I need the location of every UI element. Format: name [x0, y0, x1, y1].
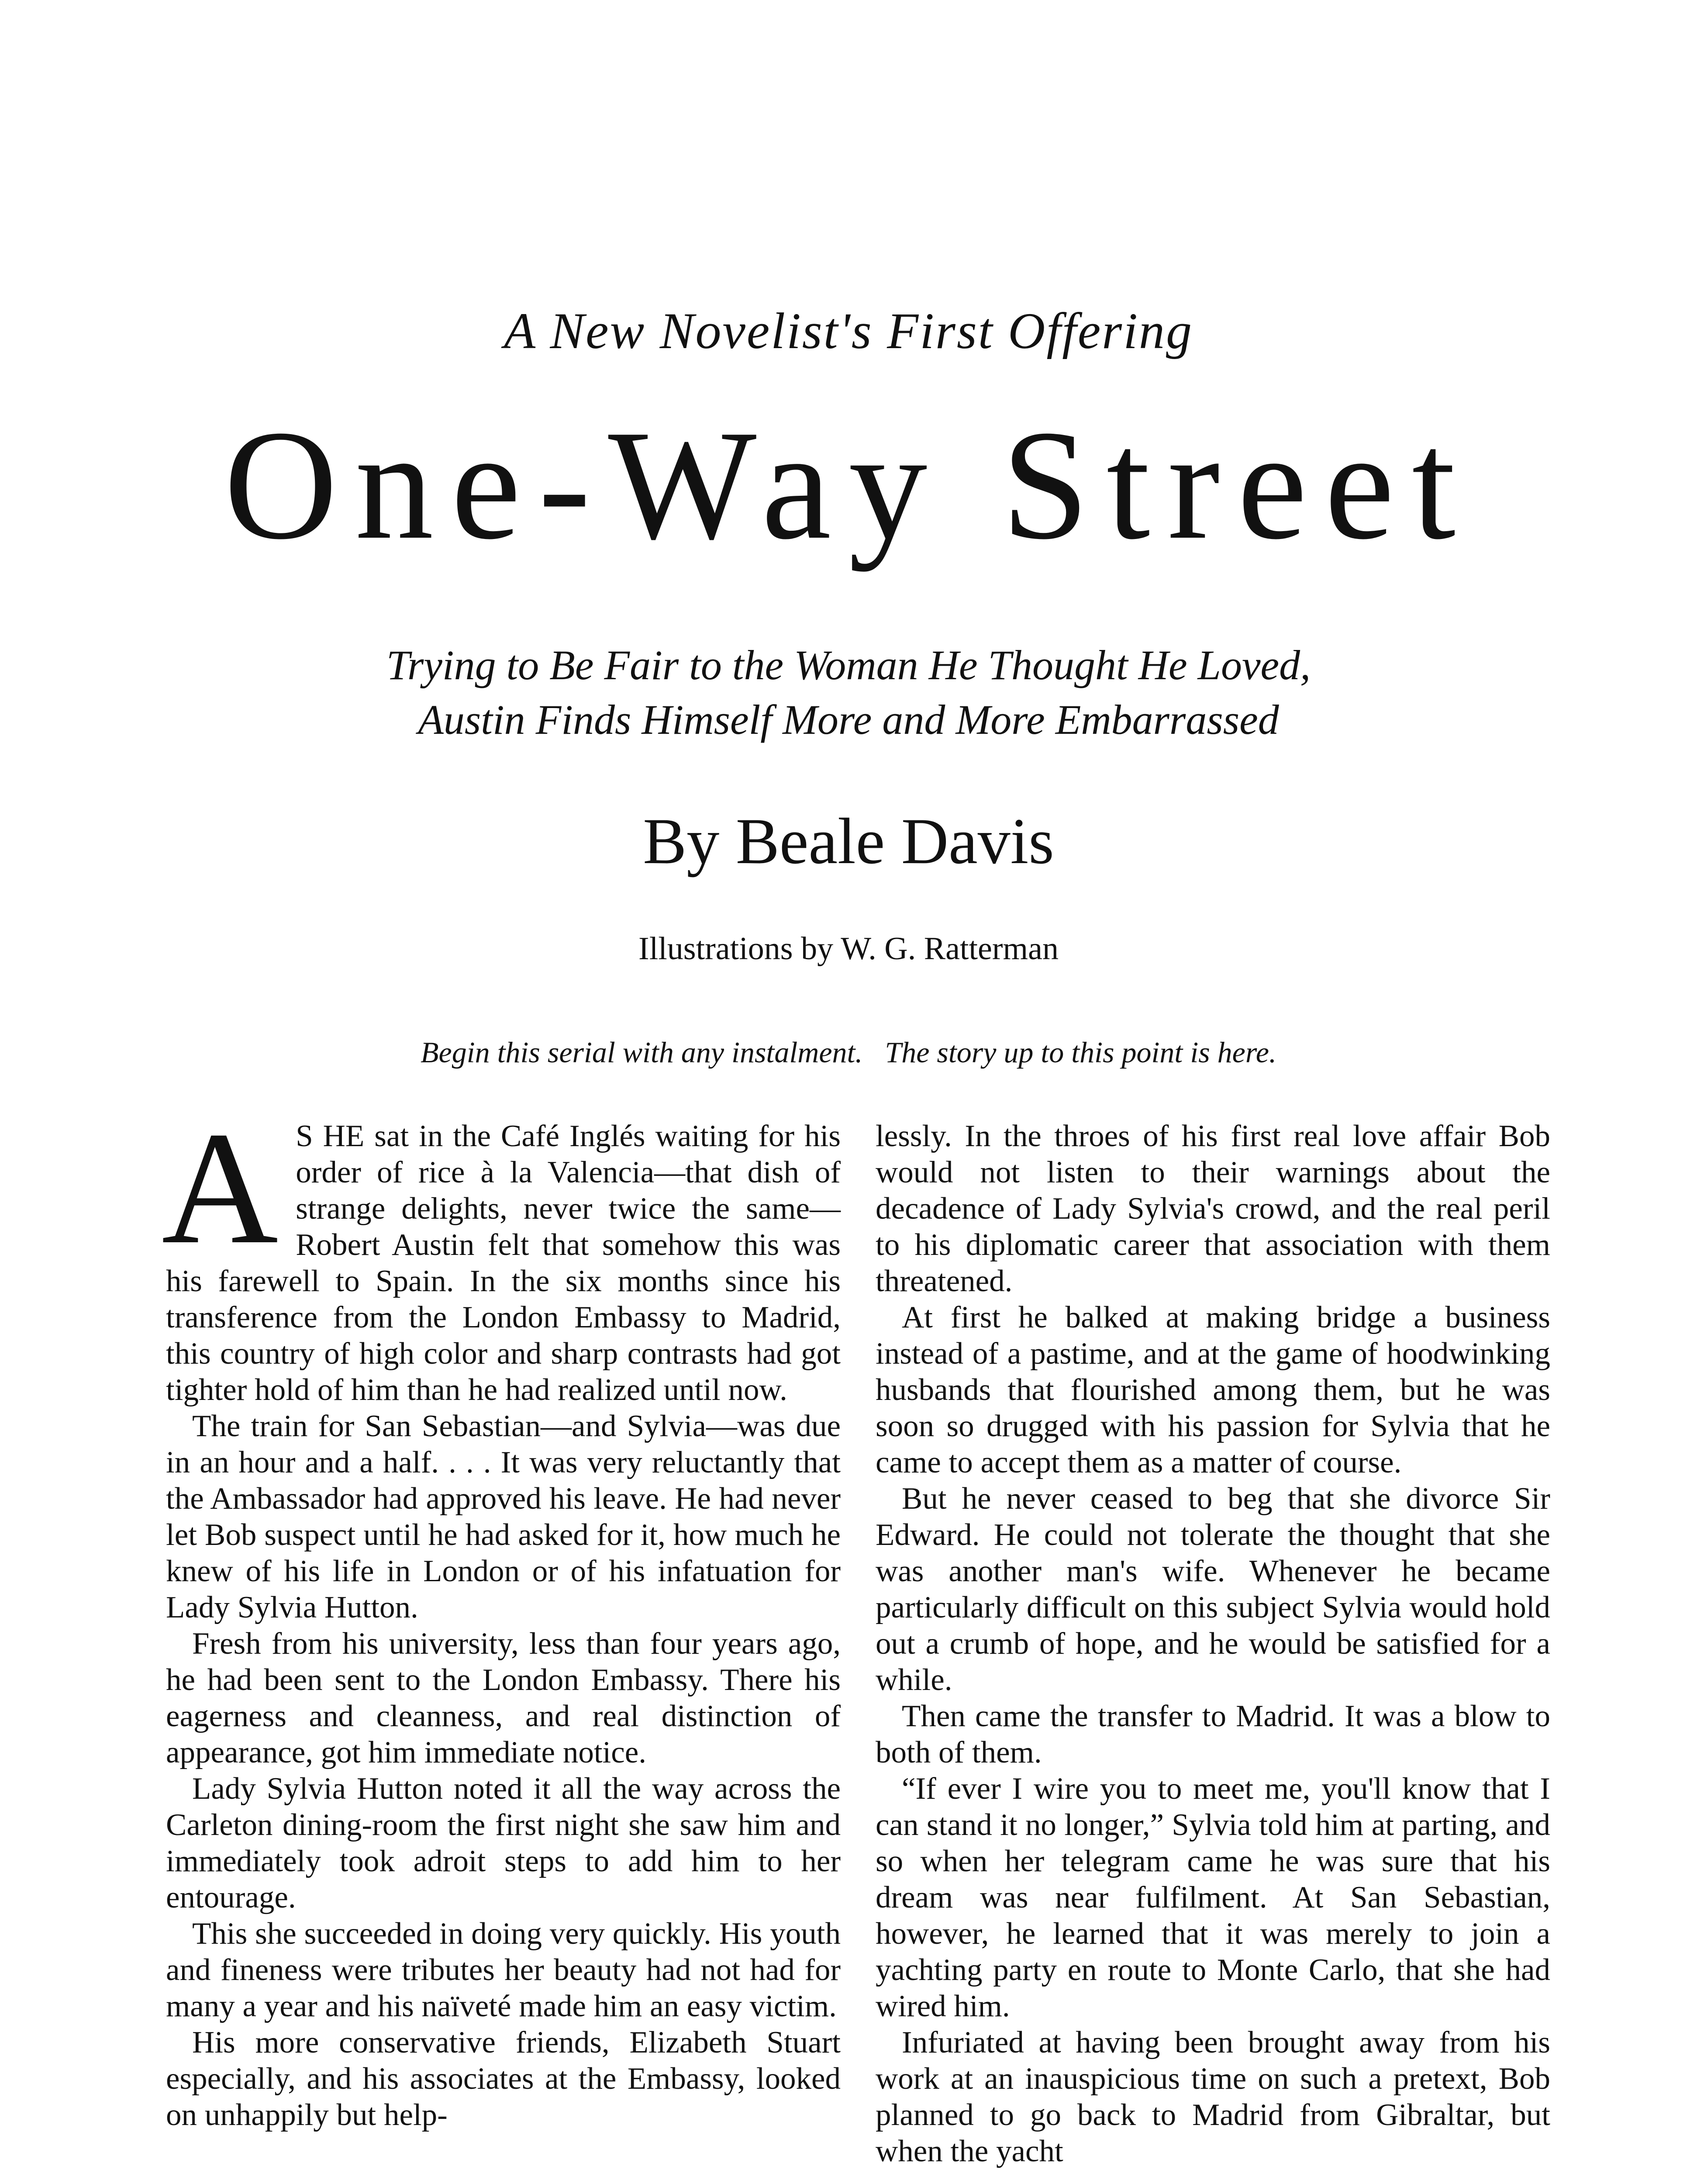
paragraph: Lady Sylvia Hutton noted it all the way across the Carleton dining-room the first night she saw him and immediately took adroit steps to add him to her entourage. — [166, 1772, 841, 1914]
author-byline: By Beale Davis — [643, 805, 1054, 878]
paragraph: This she succeeded in doing very quickly. His youth and fineness were tributes her beauty had not had for many a year and his naïveté made him an easy victim. — [166, 1917, 841, 2023]
article-title: One-Way Street — [224, 397, 1473, 572]
paragraph: His more conservative friends, Elizabeth Stuart especially, and his associates at the Embassy, looked on unhappily but help- — [166, 2025, 841, 2132]
opening-paragraph — [162, 1099, 841, 1408]
paragraph: Infuriated at having been brought away from his work at an inauspicious time on such a pretext, Bob planned to go back to Madrid from Gibraltar, but when the yacht — [876, 2025, 1550, 2168]
paragraph-text: S HE sat in the Café Inglés waiting for his order of rice à la Valencia—that dish of strange delights, never twice the same—Robert Austin felt that somehow this was his farewell to Spain. In the six months since his transference from the London Embassy to Madrid, this country of high color and sharp contrasts had got tighter hold of him than he had realized until now. — [166, 1119, 841, 1407]
paragraph: Fresh from his university, less than four years ago, he had been sent to the London Embassy. There his eagerness and cleanness, and real distinction of appearance, got him immediate notice. — [166, 1627, 841, 1769]
serial-note: Begin this serial with any instalment. The story up to this point is here. — [421, 1036, 1276, 1069]
subtitle-line-1: Trying to Be Fair to the Woman He Thought He Loved, — [386, 642, 1311, 688]
paragraph: But he never ceased to beg that she divorce Sir Edward. He could not tolerate the thought that she was another man's wife. Whenever he became particularly difficult on this subject Sylvia would hold out a crumb of hope, and he would be satisfied for a while. — [876, 1482, 1550, 1697]
subtitle-line-2: Austin Finds Himself More and More Embarrassed — [418, 696, 1279, 743]
paragraph: “If ever I wire you to meet me, you'll know that I can stand it no longer,” Sylvia told him at parting, and so when her telegram came he was sure that his dream was near fulfilment. At San Sebastian, however, he learned that it was merely to join a yachting party en route to Monte Carlo, that she had wired him. — [876, 1772, 1550, 2023]
paragraph: At first he balked at making bridge a business instead of a pastime, and at the game of hoodwinking husbands that flourished among them, but he was soon so drugged with his passion for Sylvia that he came to accept them as a matter of course. — [876, 1300, 1550, 1479]
drop-cap: A — [162, 1099, 279, 1278]
paragraph: Then came the transfer to Madrid. It was a blow to both of them. — [876, 1699, 1550, 1769]
article-subtitle — [0, 638, 1697, 747]
left-column — [162, 1099, 841, 2133]
right-column — [876, 1118, 1550, 2170]
paragraph: lessly. In the throes of his first real love affair Bob would not listen to their warnings about the decadence of Lady Sylvia's crowd, and the real peril to his diplomatic career that association with them threatened. — [876, 1119, 1550, 1298]
illustrator-credit: Illustrations by W. G. Ratterman — [638, 931, 1059, 967]
article-kicker: A New Novelist's First Offering — [504, 302, 1193, 359]
paragraph: The train for San Sebastian—and Sylvia—was due in an hour and a half. . . . It was very reluctantly that the Ambassador had approved his leave. He had never let Bob suspect until he had asked for it, how much he knew of his life in London or of his infatuation for Lady Sylvia Hutton. — [166, 1409, 841, 1624]
